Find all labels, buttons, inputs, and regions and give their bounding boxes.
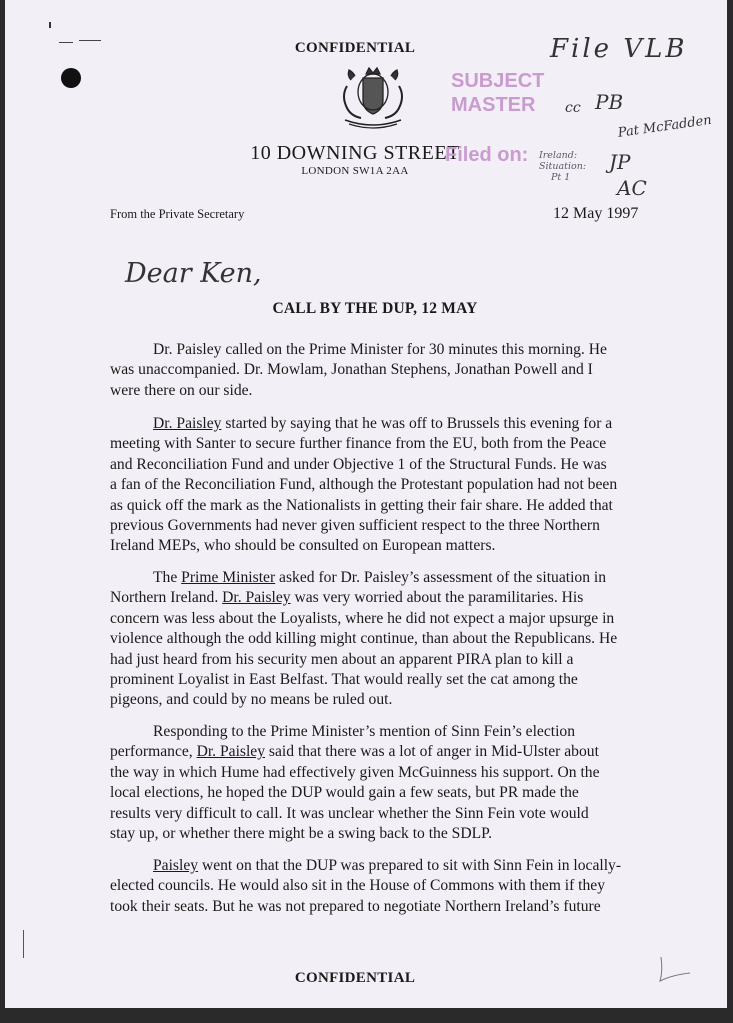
- margin-line: [23, 930, 24, 958]
- filed-note: [539, 150, 599, 183]
- paragraph-line: results very difficult to call. It was unclear whether the Sinn Fein vote would: [110, 804, 589, 822]
- paragraph-line: [110, 856, 640, 876]
- paragraph-line: were there on our side.: [110, 381, 253, 399]
- filed-note-line: Situation:: [539, 161, 587, 172]
- letter-page: [5, 0, 727, 1008]
- paragraph-text: was very worried about the paramilitaries. His: [290, 589, 584, 607]
- paragraph-line: [110, 568, 640, 588]
- speaker-name: Paisley: [153, 857, 199, 874]
- paragraph-line: and Reconciliation Fund and under Objective 1 of the Structural Funds. He was: [110, 455, 607, 473]
- paragraph: [110, 722, 640, 844]
- letter-date: 12 May 1997: [553, 205, 639, 222]
- stamp-subject: SUBJECT: [451, 70, 545, 92]
- paragraph: [110, 568, 640, 711]
- salutation: Dear Ken,: [125, 258, 262, 289]
- speaker-name: Dr. Paisley: [196, 743, 266, 761]
- paragraph-line: Responding to the Prime Minister’s mention of Sinn Fein’s election: [153, 723, 576, 740]
- paragraph-line: the way in which Hume had effectively given McGuinness his support. On the: [110, 763, 600, 781]
- paragraph-line: prominent Loyalist in East Belfast. That would really set the cat among the: [110, 671, 578, 689]
- paragraph-line: elected councils. He would also sit in the House of Commons with them if they: [110, 877, 606, 895]
- filed-note-line: Ireland:: [539, 150, 578, 161]
- stamp-master: MASTER: [451, 94, 536, 116]
- paragraph-text: said that there was a lot of anger in Mid-Ulster about: [265, 743, 599, 761]
- paragraph-line: local elections, he hoped the DUP would gain a few seats, but PR made the: [110, 784, 579, 802]
- speaker-name: Prime Minister: [181, 569, 276, 586]
- paragraph-line: [110, 742, 640, 762]
- memo-title: CALL BY THE DUP, 12 MAY: [272, 300, 478, 317]
- paragraph-line: Ireland MEPs, who should be consulted on European matters.: [110, 537, 496, 555]
- handwritten-recipient: JP: [609, 150, 631, 174]
- address-line-2: LONDON SW1A 2AA: [301, 165, 409, 177]
- paragraph-line: as quick off the mark as the Nationalists in getting their fair share. He added that: [110, 496, 613, 514]
- paragraph-line: stay up, or whether there might be a swing back to the SDLP.: [110, 825, 492, 843]
- handwritten-file-note: File VLB: [550, 34, 688, 64]
- paragraph-line: previous Governments had never given sufficient respect to the three Northern: [110, 517, 600, 535]
- paragraph-text: asked for Dr. Paisley’s assessment of the situation in: [275, 569, 607, 586]
- speaker-name: Dr. Paisley: [222, 589, 291, 607]
- classification-top: CONFIDENTIAL: [294, 40, 416, 56]
- paragraph-line: a fan of the Reconciliation Fund, although the Protestant population had not been: [110, 476, 618, 494]
- paragraph-text: started by saying that he was off to Brussels this evening for a: [221, 415, 613, 432]
- punch-hole: [61, 68, 81, 88]
- margin-marks: [49, 20, 109, 50]
- handwritten-cc: cc: [565, 100, 581, 116]
- paragraph-line: meeting with Santer to secure further finance from the EU, both from the Peace: [110, 435, 607, 453]
- filed-note-line: Pt 1: [551, 172, 571, 183]
- address-line-1: 10 DOWNING STREET: [250, 142, 460, 164]
- speaker-name: Dr. Paisley: [153, 415, 222, 432]
- royal-coat-of-arms: [333, 62, 413, 134]
- paragraph: [110, 414, 640, 557]
- paragraph: [110, 340, 640, 401]
- handwritten-recipient: Pat McFadden: [617, 112, 713, 141]
- paragraph-line: [110, 414, 640, 434]
- tick-mark: [655, 955, 705, 985]
- paragraph-line: pigeons, and could by no means be ruled out.: [110, 691, 393, 709]
- paragraph-line: [110, 588, 640, 608]
- handwritten-recipient: AC: [617, 176, 647, 200]
- paragraph-line: concern was less about the Loyalists, where he did not expect a major upsurge in: [110, 609, 615, 627]
- paragraph-line: took their seats. But he was not prepared to negotiate Northern Ireland’s future: [110, 897, 601, 915]
- paragraph-line: had just heard from his security men about an apparent PIRA plan to kill a: [110, 650, 574, 668]
- paragraph-text: went on that the DUP was prepared to sit with Sinn Fein in locally-: [198, 857, 622, 874]
- paragraph: [110, 856, 640, 917]
- paragraph-line: Dr. Paisley called on the Prime Minister for 30 minutes this morning. He: [153, 341, 607, 358]
- classification-bottom: CONFIDENTIAL: [294, 970, 416, 986]
- paragraph-text: Northern Ireland.: [110, 589, 223, 607]
- stamp-filed-on: Filed on:: [445, 144, 529, 166]
- paragraph-text: performance,: [110, 743, 197, 761]
- paragraph-text: The: [153, 569, 182, 586]
- paragraph-line: was unaccompanied. Dr. Mowlam, Jonathan Stephens, Jonathan Powell and I: [110, 361, 593, 379]
- paragraph-line: violence although the odd killing might continue, than about the Republicans. He: [110, 630, 618, 648]
- handwritten-recipient: PB: [595, 90, 624, 114]
- from-line: From the Private Secretary: [110, 207, 245, 221]
